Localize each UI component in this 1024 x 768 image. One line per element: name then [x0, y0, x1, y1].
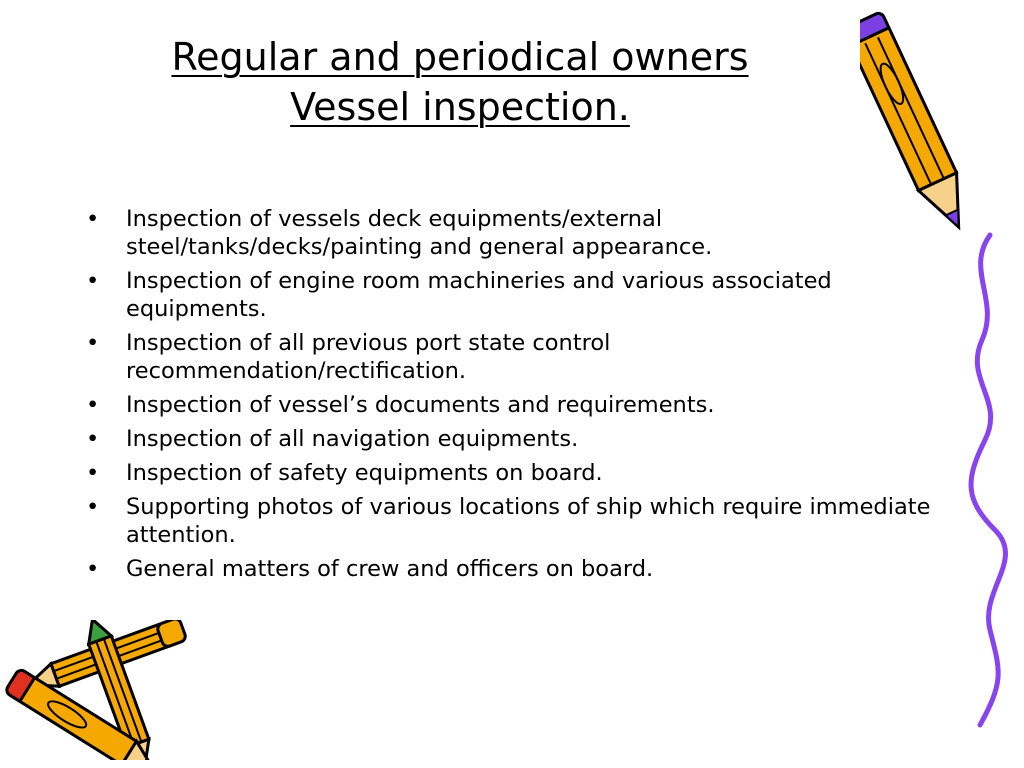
- bullet-dot: •: [86, 460, 100, 486]
- bullet-text: Inspection of engine room machineries and various associated equipments.: [126, 268, 832, 322]
- bullet-item: [84, 459, 934, 487]
- bullet-text: Inspection of all navigation equipments.: [126, 426, 579, 452]
- pencil-icon: [860, 2, 1005, 247]
- bullet-item: [84, 205, 934, 261]
- bullet-item: [84, 391, 934, 419]
- bullet-dot: •: [86, 268, 100, 294]
- bullet-text: Inspection of safety equipments on board.: [126, 460, 603, 486]
- bullet-dot: •: [86, 206, 100, 232]
- bullet-item: [84, 555, 934, 583]
- bullet-text: Inspection of all previous port state control recommendation/rectification.: [126, 330, 611, 384]
- bullet-item: [84, 493, 934, 549]
- bullet-item: [84, 329, 934, 385]
- bullet-text: Inspection of vessel’s documents and requirements.: [126, 392, 715, 418]
- bullet-dot: •: [86, 392, 100, 418]
- crossed-pencils-icon: [0, 620, 210, 760]
- bullet-dot: •: [86, 556, 100, 582]
- title-line-2: Vessel inspection.: [290, 85, 630, 129]
- title-line-1: Regular and periodical owners: [171, 35, 749, 79]
- bullet-item: [84, 425, 934, 453]
- bullet-text: General matters of crew and officers on board.: [126, 556, 654, 582]
- bullet-dot: •: [86, 494, 100, 520]
- bullet-list: [84, 205, 934, 589]
- slide-title: [100, 32, 820, 132]
- bullet-text: Inspection of vessels deck equipments/external steel/tanks/decks/painting and general appearance.: [126, 206, 713, 260]
- squiggle-icon: [960, 230, 1020, 730]
- bullet-text: Supporting photos of various locations of ship which require immediate attention.: [126, 494, 931, 548]
- bullet-dot: •: [86, 426, 100, 452]
- bullet-item: [84, 267, 934, 323]
- bullet-dot: •: [86, 330, 100, 356]
